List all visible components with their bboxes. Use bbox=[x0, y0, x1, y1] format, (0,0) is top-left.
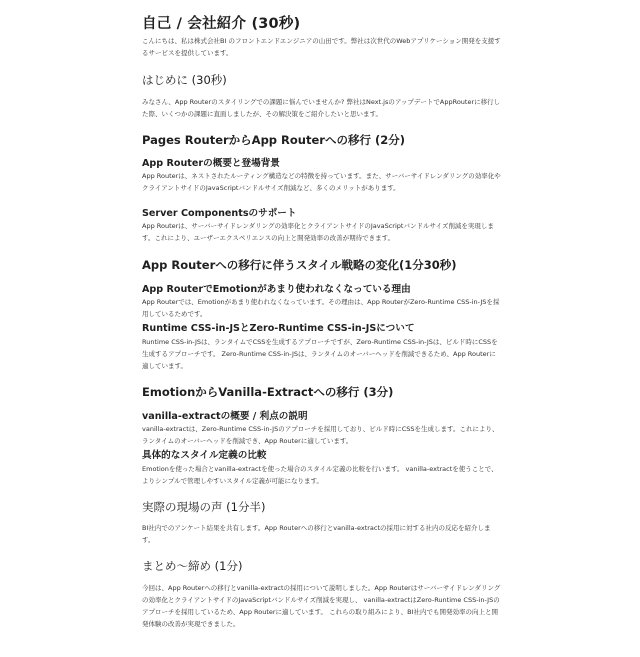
subheading-emotion-reason: App RouterでEmotionがあまり使われなくなっている理由 bbox=[142, 284, 411, 295]
body-css-in-js: Runtime CSS-in-JSは、ランタイムでCSSを生成するアプローチですが、Zero-Runtime CSS-in-JSは、ビルド時にCSSを生成するアプローチです。 Zero-Runtime CSS-in-JSは、ランタイムのオーバーヘッドを削減できるため、App Routerに適しています。 bbox=[142, 338, 498, 370]
section-heading-migrate: Pages RouterからApp Routerへの移行 (2分) bbox=[142, 133, 405, 147]
section-heading-style-strategy: App Routerへの移行に伴うスタイル戦略の変化(1分30秒) bbox=[142, 258, 457, 272]
body-approuter-overview: App Routerは、ネストされたルーティング構造などの特徴を持っています。また、サーバーサイドレンダリングの効率化やクライアントサイドのJavaScriptバンドルサイズ削減など、多くのメリットがあります。 bbox=[142, 172, 501, 192]
body-vanilla-overview: vanilla-extractは、Zero-Runtime CSS-in-JSのアプローチを採用しており、ビルド時にCSSを生成します。これにより、ランタイムのオーバーヘッドを削減でき、App Routerに適しています。 bbox=[142, 425, 499, 445]
subheading-vanilla-overview: vanilla-extractの概要 / 利点の説明 bbox=[142, 411, 308, 422]
subheading-approuter-overview: App Routerの概要と登場背景 bbox=[142, 158, 280, 169]
page-title: 自己 / 会社紹介 (30秒) bbox=[142, 16, 301, 32]
section-heading-hajime: はじめに (30秒) bbox=[142, 73, 227, 87]
section-heading-vanilla: EmotionからVanilla-Extractへの移行 (3分) bbox=[142, 385, 394, 399]
section-heading-voice: 実際の現場の声 (1分半) bbox=[142, 500, 266, 514]
section-heading-summary: まとめ〜締め (1分) bbox=[142, 559, 243, 573]
section-body-voice: BI社内でのアンケート結果を共有します。App Routerへの移行とvanilla-extractの採用に対する社内の反応を紹介します。 bbox=[142, 524, 491, 544]
intro-paragraph: こんにちは、私は株式会社BI のフロントエンドエンジニアの山田です。弊社は次世代のWebアプリケーション開発を支援するサービスを提供しています。 bbox=[142, 37, 501, 57]
section-body-hajime: みなさん、App Routerのスタイリングでの課題に悩んでいませんか? 弊社はNext.jsのアップデートでAppRouterに移行した際、いくつかの課題に直面しましたが、その解決策をご紹介したいと思います。 bbox=[142, 98, 501, 118]
subheading-style-compare: 具体的なスタイル定義の比較 bbox=[142, 450, 267, 461]
subheading-server-components: Server Componentsのサポート bbox=[142, 208, 297, 219]
section-body-summary: 今回は、App Routerへの移行とvanilla-extractの採用について説明しました。App Routerはサーバーサイドレンダリングの効率化とクライアントサイドのJavaScriptバンドルサイズ削減を実現し、 vanilla-extractはZero-Runtime CSS-in-JSのアプローチを採用しているため、App Routerに適しています。 これらの取り組みにより、BI社内でも開発効率の向上と開発体験の改善が実現できました。 bbox=[142, 584, 501, 628]
subheading-css-in-js: Runtime CSS-in-JSとZero-Runtime CSS-in-JSについて bbox=[142, 323, 415, 334]
body-emotion-reason: App Routerでは、Emotionがあまり使われなくなっています。その理由は、App RouterがZero-Runtime CSS-in-JSを採用しているためです。 bbox=[142, 298, 500, 318]
body-style-compare: Emotionを使った場合とvanilla-extractを使った場合のスタイル定義の比較を行います。 vanilla-extractを使うことで、よりシンプルで管理しやすいスタイル定義が可能になります。 bbox=[142, 465, 498, 485]
body-server-components: App Routerは、サーバーサイドレンダリングの効率化とクライアントサイドのJavaScriptバンドルサイズ削減を実現します。これにより、ユーザーエクスペリエンスの向上と開発効率の改善が期待できます。 bbox=[142, 222, 494, 242]
